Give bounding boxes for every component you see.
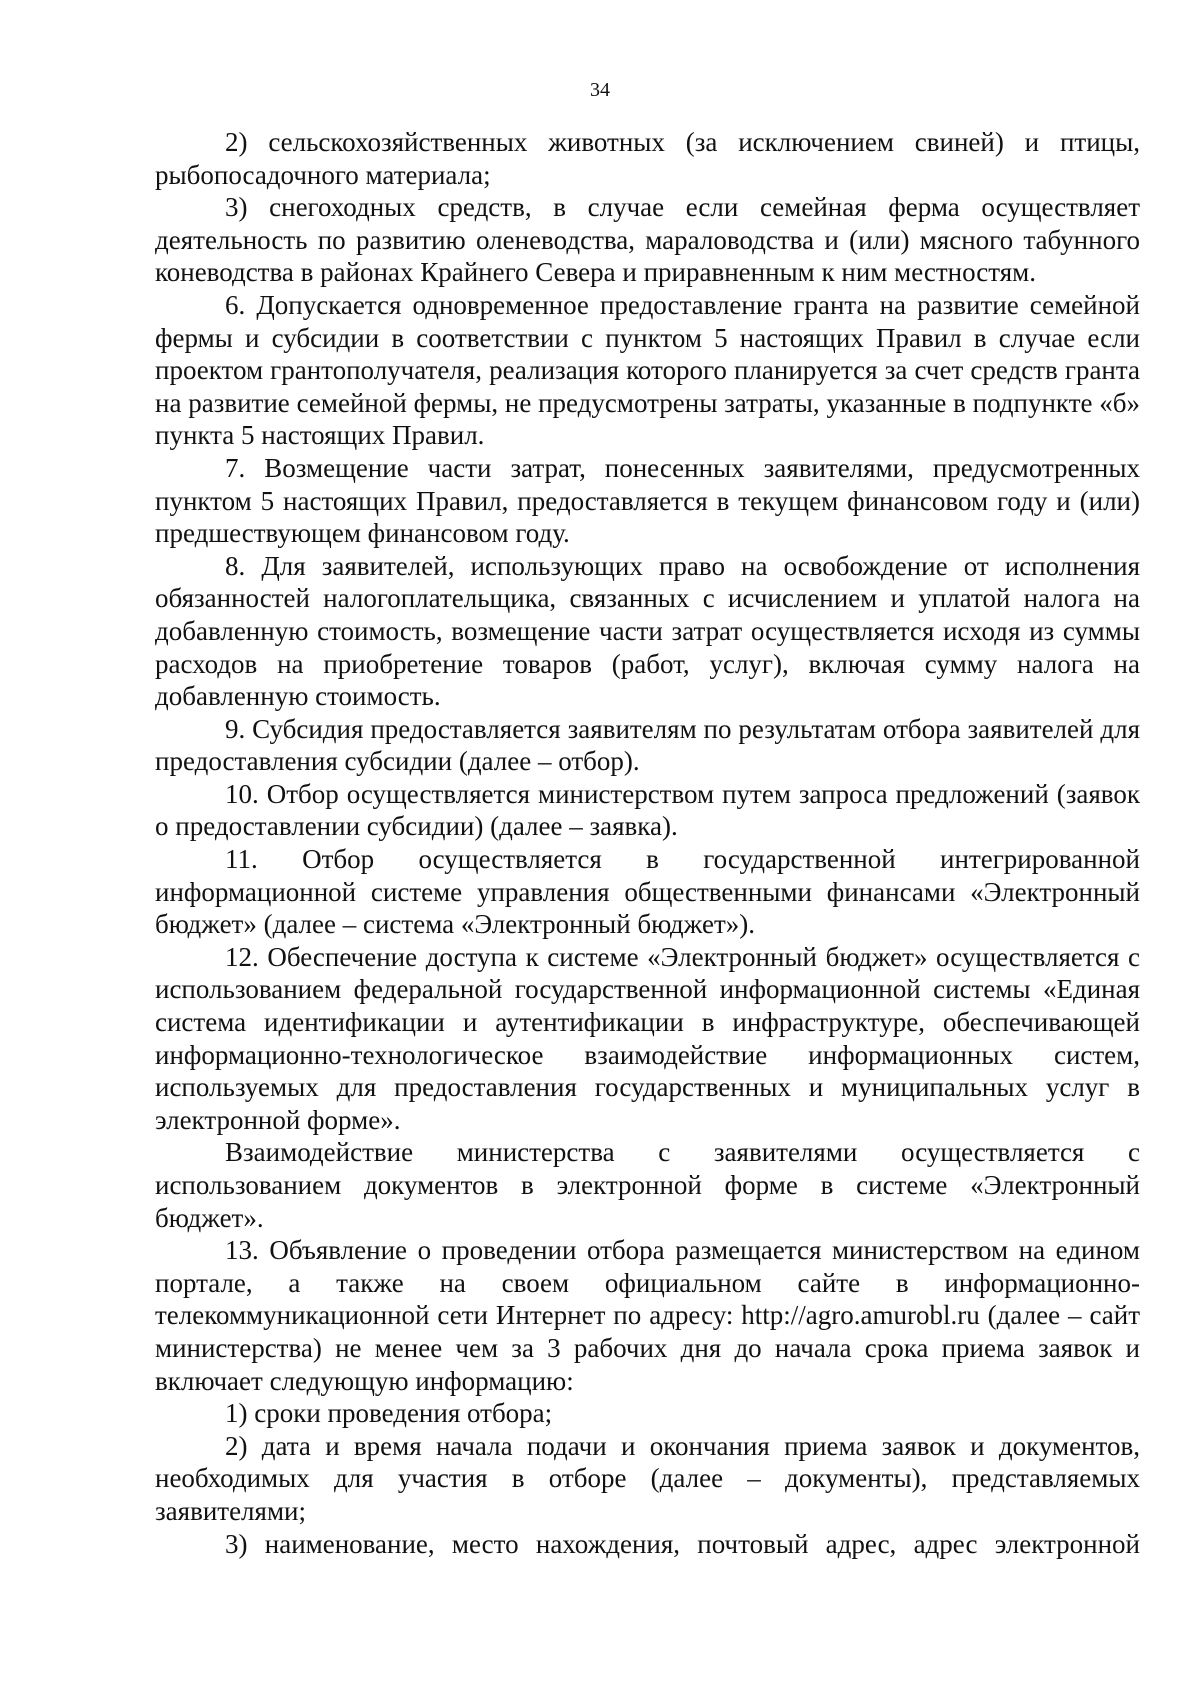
paragraph-snowmobiles: 3) снегоходных средств, в случае если семейная ферма осуществляет деятельность по развитию оленеводства, мараловодства и (или) мясного табунного коневодства в районах Крайнего Севера и приравненным к ним местностям. xyxy=(155,192,1140,288)
paragraph-clause-6: 6. Допускается одновременное предоставление гранта на развитие семейной фермы и субсидии в соответствии с пунктом 5 настоящих Правил в случае если проектом грантополучателя, реализация которого планируется за счет средств гранта на развитие семейной фермы, не предусмотрены затраты, указанные в подпункте «б» пункта 5 настоящих Правил. xyxy=(155,289,1140,451)
paragraph-clause-8: 8. Для заявителей, использующих право на освобождение от исполнения обязанностей налогоплательщика, связанных с исчислением и уплатой налога на добавленную стоимость, возмещение части затрат осуществляется исходя из суммы расходов на приобретение товаров (работ, услуг), включая сумму налога на добавленную стоимость. xyxy=(155,550,1140,712)
paragraph-clause-9: 9. Субсидия предоставляется заявителям по результатам отбора заявителей для предоставления субсидии (далее – отбор). xyxy=(155,713,1140,777)
paragraph-clause-7: 7. Возмещение части затрат, понесенных заявителями, предусмотренных пунктом 5 настоящих Правил, предоставляется в текущем финансовом году и (или) предшествующем финансовом году. xyxy=(155,452,1140,549)
paragraph-clause-13: 13. Объявление о проведении отбора размещается министерством на едином портале, а также на своем официальном сайте в информационно-телекоммуникационной сети Интернет по адресу: http://agro.amurobl.ru (далее – сайт министерства) не менее чем за 3 рабочих дня до начала срока приема заявок и включает следующую информацию: xyxy=(155,1235,1140,1396)
paragraph-interaction: Взаимодействие министерства с заявителями осуществляется с использованием документов в электронной форме в системе «Электронный бюджет». xyxy=(155,1137,1140,1233)
paragraph-clause-11: 11. Отбор осуществляется в государственной интегрированной информационной системе управления общественными финансами «Электронный бюджет» (далее – система «Электронный бюджет»). xyxy=(155,844,1140,940)
document-body xyxy=(155,126,1140,1560)
list-item-1: 1) сроки проведения отбора; xyxy=(225,1398,553,1429)
list-item-3: 3) наименование, место нахождения, почтовый адрес, адрес электронной xyxy=(225,1528,1140,1559)
paragraph-clause-10: 10. Отбор осуществляется министерством путем запроса предложений (заявок о предоставлении субсидии) (далее – заявка). xyxy=(155,778,1140,842)
page-number: 34 xyxy=(590,79,610,101)
paragraph-clause-12: 12. Обеспечение доступа к системе «Электронный бюджет» осуществляется с использованием федеральной государственной информационной системы «Единая система идентификации и аутентификации в инфраструктуре, обеспечивающей информационно-технологическое взаимодействие информационных систем, используемых для предоставления государственных и муниципальных услуг в электронной форме». xyxy=(155,941,1140,1135)
paragraph-livestock: 2) сельскохозяйственных животных (за исключением свиней) и птицы, рыбопосадочного материала; xyxy=(155,127,1140,190)
list-item-2: 2) дата и время начала подачи и окончания приема заявок и документов, необходимых для участия в отборе (далее – документы), представляемых заявителями; xyxy=(155,1430,1140,1526)
